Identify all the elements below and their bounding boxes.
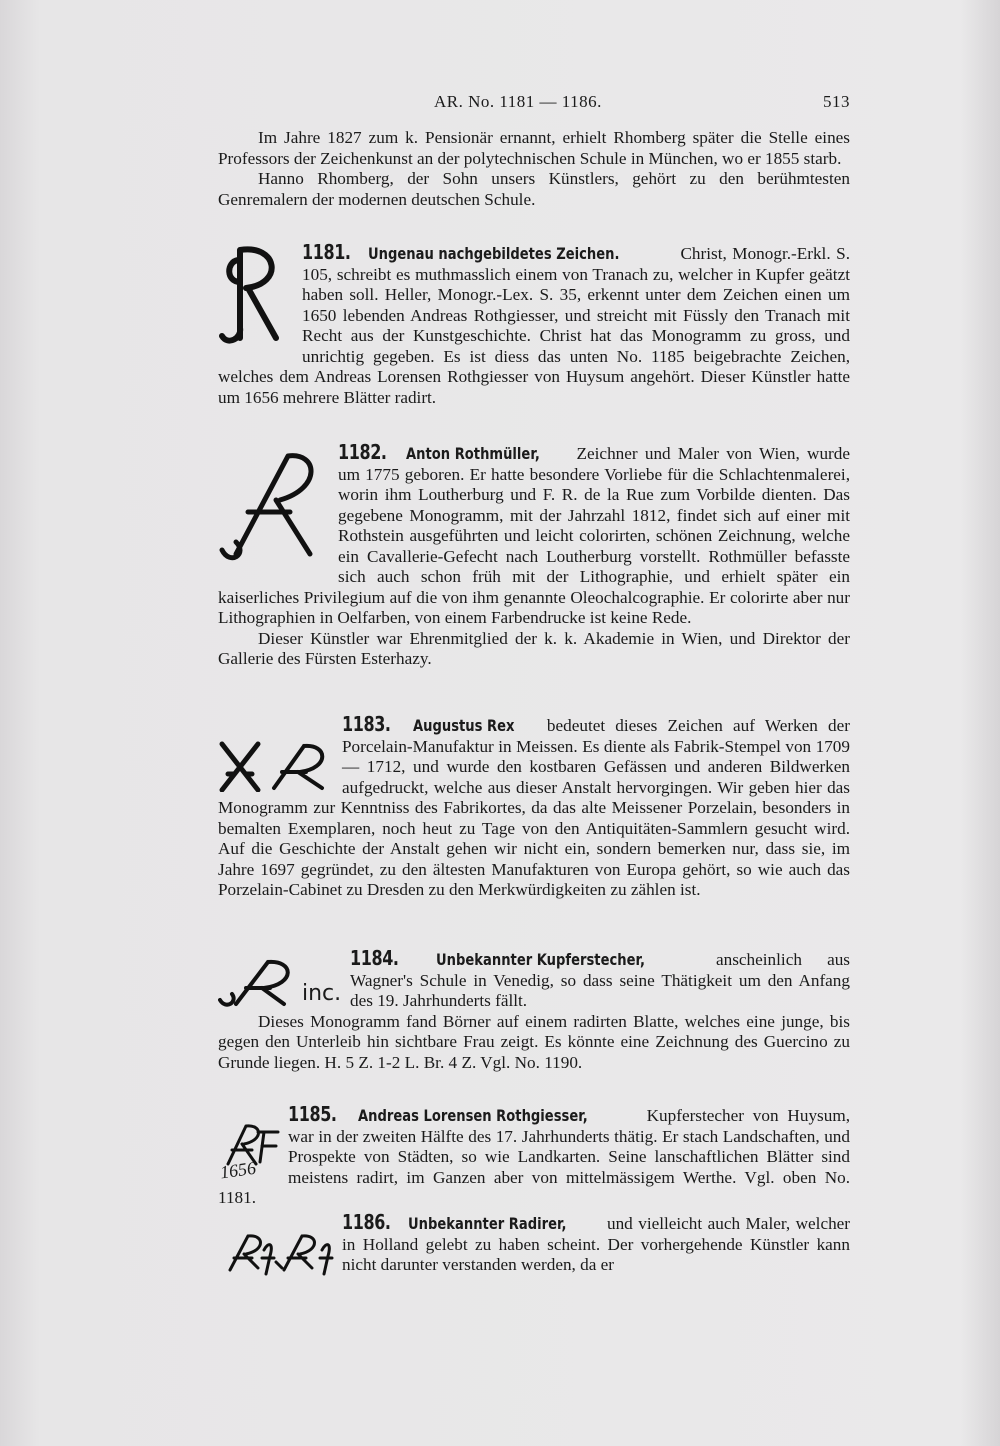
entry-text: anscheinlich aus Wagner's Schule in Venedig, so dass seine Thätigkeit um den Anfang des 19. Jahrhunderts fällt. (350, 950, 850, 1010)
monogram-year: 1656 (218, 1157, 258, 1183)
entry-text: Zeichner und Maler von Wien, wurde um 1775 geboren. Er hatte besondere Vorliebe für die Schlachtenmalerei, worin ihm Loutherburg und F. R. de la Rue zum Vorbilde dienten. Das gegebene Monogramm, mit der Jahrzahl 1812, findet sich auf einer mit Rothstein ausgeführten und leicht colorirten, schönen Zeichnung, welche ein Cavallerie-Gefecht nach Loutherburg vorstellt. Rothmüller befasste sich auch schon früh mit der Lithographie, und erhielt später ein kaiserliches Privilegium auf die von ihm genannte Oleochalcographie. Er colorirte aber nur Lithographien in Oelfarben, von einem Farbendrucke ist keine Rede. (218, 444, 850, 627)
entry-number: 1186. (342, 1210, 391, 1234)
entry-1185 (218, 1104, 850, 1209)
entry-title: Augustus Rex (412, 716, 515, 735)
entry-text: Christ, Monogr.-Erkl. S. 105, schreibt es muthmasslich einem von Tranach zu, welcher in Kupfer geätzt haben soll. Heller, Monogr.-Lex. S. 35, erkennt unter dem Zeichen einen um 1650 lebenden Andreas Rothgiesser, und streicht mit Füssly den Tranach mit Recht aus der Kunstgeschichte. Christ hat das Monogramm zu gross, und unrichtig gegeben. Es ist diess das unten No. 1185 beigebrachte Zeichen, welches dem Andreas Lorensen Rothgiesser von Huysum angehört. Dieser Künstler hatte um 1656 mehrere Blätter radirt. (218, 244, 850, 407)
entry-1184 (218, 948, 850, 1073)
monogram-1186 (218, 1212, 342, 1278)
entry-text: Kupferstecher von Huysum, war in der zweiten Hälfte des 17. Jahrhunderts thätig. Er stach Landschaften, und Prospekte von Städten, so wie Landkarten. Seine lanschaftlichen Blätter sind meistens radirt, im Ganzen aber von mittelmässigem Werthe. Vgl. oben No. 1181. (218, 1106, 850, 1207)
page-number: 513 (823, 92, 850, 111)
crossed-swords-monogram-icon (218, 714, 338, 792)
monogram-r-icon (218, 242, 298, 346)
intro-paragraph-2: Hanno Rhomberg, der Sohn unsers Künstlers, gehört zu den berühmtesten Genremalern der modernen deutschen Schule. (218, 169, 850, 209)
entry-title: Anton Rothmüller, (406, 444, 540, 463)
entry-title: Andreas Lorensen Rothgiesser, (357, 1106, 588, 1125)
entry-text: bedeutet dieses Zeichen auf Werken der Porcelain-Manufaktur in Meissen. Es diente als Fabrik-Stempel von 1709 — 1712, und wurde den kostbaren Gefässen und anderen Bildwerken aufgedruckt, welche aus dieser Anstalt hervorgingen. Wir geben hier das Monogramm zur Kenntniss des Fabrikortes, da das alte Meissener Porzelain, besonders in bemalten Exemplaren, noch heut zu Tage von den Antiquitäten-Sammlern gesucht wird. Auf die Geschichte der Anstalt gehen wir nicht ein, sondern bemerken nur, dass sie, im Jahre 1697 gegründet, zu den ältesten Manufakturen von Europa gehört, so wie auch das Porzelain-Cabinet zu Dresden zu den Merkwürdigkeiten zu zählen ist. (218, 716, 850, 899)
monogram-1185 (218, 1104, 288, 1186)
entry-text-2: Dieser Künstler war Ehrenmitglied der k. k. Akademie in Wien, und Direktor der Gallerie des Fürsten Esterhazy. (218, 628, 850, 668)
entry-title: Unbekannter Kupferstecher, (435, 950, 645, 969)
entry-1182 (218, 442, 850, 670)
monogram-1184 (218, 948, 350, 1010)
monogram-1183 (218, 714, 342, 794)
monogram-1181 (218, 242, 302, 348)
entry-number: 1184. (350, 946, 399, 970)
monogram-suffix: inc. (302, 981, 342, 1006)
entry-number: 1182. (338, 440, 387, 464)
entry-title: Unbekannter Radirer, (408, 1214, 567, 1233)
monogram-1182 (218, 442, 338, 568)
entry-title: Ungenau nachgebildetes Zeichen. (368, 244, 620, 263)
entry-1181 (218, 242, 850, 408)
monogram-ar-icon (218, 442, 328, 566)
running-header (218, 92, 850, 116)
entry-number: 1181. (302, 240, 351, 264)
entry-number: 1185. (288, 1102, 337, 1126)
monogram-ar-icon (218, 948, 298, 1008)
monogram-arf-pair-icon (218, 1212, 338, 1276)
entry-text-2: Dieses Monogramm fand Börner auf einem radirten Blatte, welches eine junge, bis gegen den Unterleib hin sichtbare Frau zeigt. Es könnte eine Zeichnung des Guercino zu Grunde liegen. H. 5 Z. 1-2 L. Br. 4 Z. Vgl. No. 1190. (218, 1011, 850, 1072)
running-title: AR. No. 1181 — 1186. (434, 92, 602, 111)
intro-block (218, 128, 850, 210)
entry-text: und vielleicht auch Maler, welcher in Holland gelebt zu haben scheint. Der vorhergehende Künstler kann nicht darunter verstanden werden, da er (342, 1214, 851, 1274)
intro-paragraph-1: Im Jahre 1827 zum k. Pensionär ernannt, erhielt Rhomberg später die Stelle eines Professors der Zeichenkunst an der polytechnischen Schule in München, wo er 1855 starb. (218, 128, 850, 168)
entry-number: 1183. (342, 712, 391, 736)
entry-1183 (218, 714, 850, 901)
entry-1186 (218, 1212, 850, 1278)
